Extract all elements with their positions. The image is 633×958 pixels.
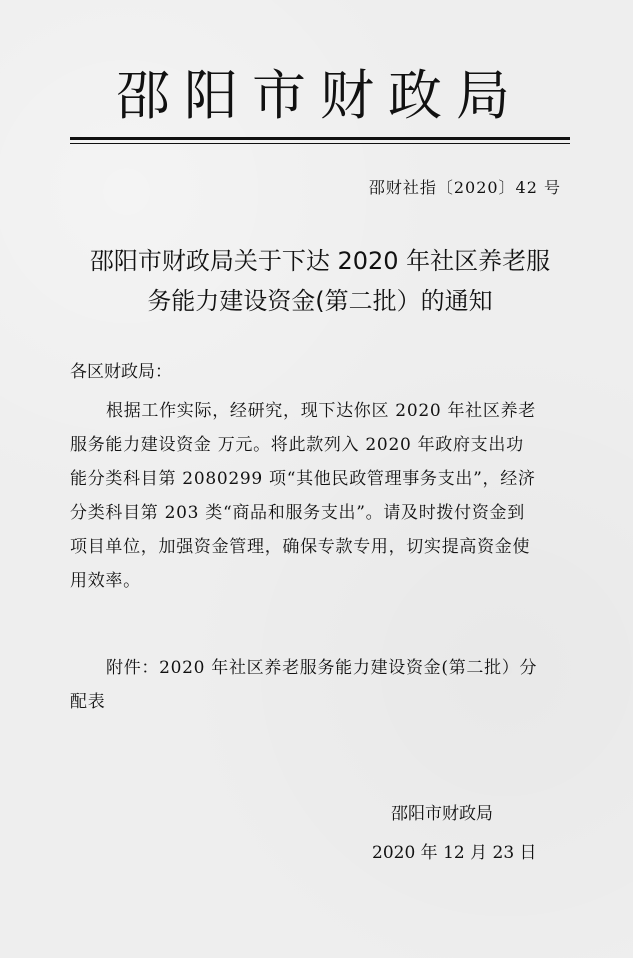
document-title-line: 务能力建设资金(第二批）的通知 <box>147 287 493 315</box>
body-line: 服务能力建设资金 万元。将此款列入 2020 年政府支出功 <box>70 435 524 455</box>
body-line: 根据工作实际，经研究，现下达你区 2020 年社区养老 <box>106 401 536 421</box>
body-line: 能分类科目第 2080299 项“其他民政管理事务支出”，经济 <box>70 469 536 489</box>
document-title <box>70 241 570 321</box>
attachment-line: 附件：2020 年社区养老服务能力建设资金(第二批）分 <box>106 658 538 678</box>
header-thin-rule <box>70 143 570 144</box>
signature-date: 2020 年 12 月 23 日 <box>372 843 537 863</box>
salutation: 各区财政局： <box>70 362 172 382</box>
agency-header-title: 邵阳市财政局 <box>116 64 524 127</box>
body-paragraph <box>70 394 570 598</box>
document-number: 邵财社指〔2020〕42 号 <box>368 178 561 197</box>
document-title-line: 邵阳市财政局关于下达 2020 年社区养老服 <box>89 247 551 275</box>
attachment-line: 配表 <box>70 692 106 712</box>
body-line: 分类科目第 203 类“商品和服务支出”。请及时拨付资金到 <box>70 503 525 523</box>
signature-organization: 邵阳市财政局 <box>391 804 493 824</box>
header-thick-rule <box>70 137 570 140</box>
body-line: 项目单位，加强资金管理，确保专款专用，切实提高资金使 <box>70 537 531 557</box>
attachment-paragraph <box>70 651 570 719</box>
body-line: 用效率。 <box>70 571 141 591</box>
